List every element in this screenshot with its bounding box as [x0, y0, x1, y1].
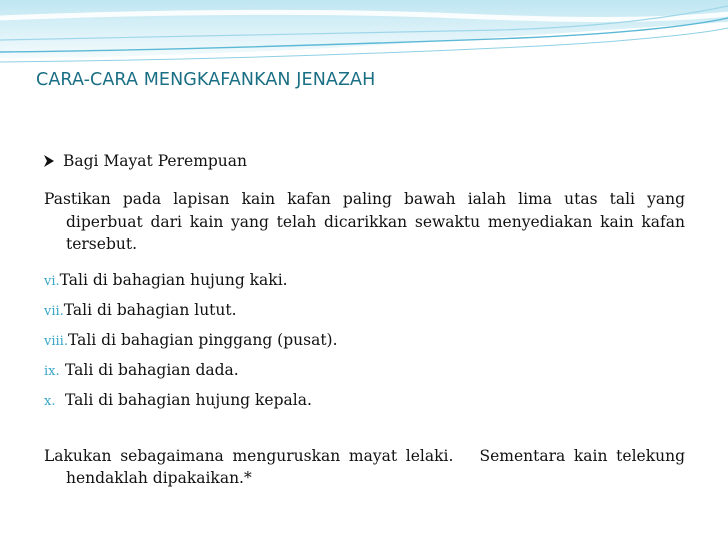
list-item: [44, 296, 685, 326]
list-item: [44, 326, 685, 356]
list-item: [44, 386, 685, 416]
slide-body: [44, 150, 685, 490]
numbered-list: [44, 266, 685, 417]
list-number: vii.: [44, 303, 64, 319]
list-item: [44, 356, 685, 386]
list-item-text: Tali di bahagian hujung kaki.: [59, 270, 288, 289]
bullet-text: Bagi Mayat Perempuan: [63, 152, 248, 170]
closing-paragraph: Lakukan sebagaimana menguruskan mayat lelaki. Sementara kain telekung hendaklah dipakaikan.*: [44, 446, 685, 488]
list-number: viii.: [44, 333, 68, 349]
list-number: ix.: [44, 364, 60, 380]
list-item-text: Tali di bahagian pinggang (pusat).: [67, 330, 338, 349]
list-item: [44, 266, 685, 296]
list-number: x.: [44, 394, 56, 410]
body-paragraph: Pastikan pada lapisan kain kafan paling bawah ialah lima utas tali yang diperbuat dari kain yang telah dicarikkan sewaktu menyediakan kain kafan tersebut.: [44, 190, 685, 253]
list-number: vi.: [44, 273, 60, 289]
list-item-text: Tali di bahagian lutut.: [63, 300, 237, 319]
bullet-item: [44, 150, 685, 172]
header-wave-decoration: [0, 0, 728, 66]
slide-title: CARA-CARA MENGKAFANKAN JENAZAH: [36, 70, 376, 90]
arrow-bullet-icon: [43, 154, 55, 168]
list-item-text: Tali di bahagian hujung kepala.: [65, 391, 312, 410]
list-item-text: Tali di bahagian dada.: [65, 361, 239, 380]
